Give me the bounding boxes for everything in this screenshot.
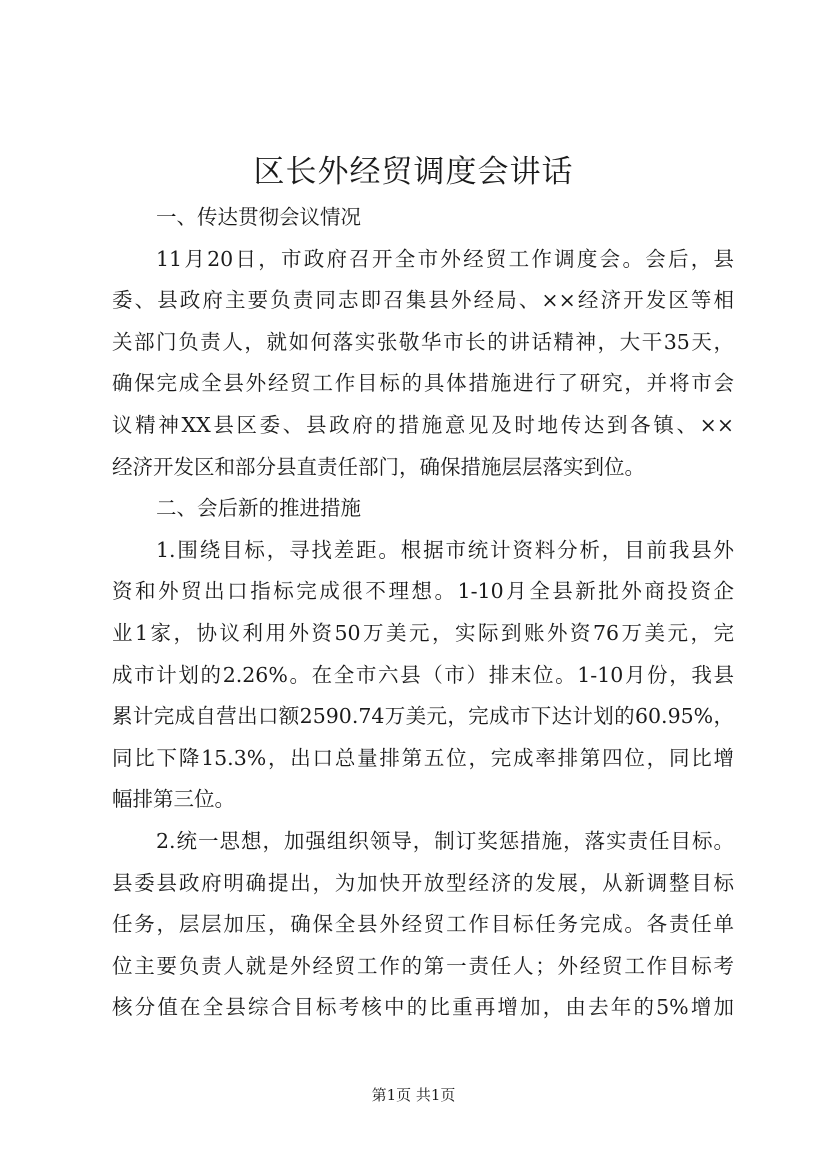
text-line: 经济开发区和部分县直责任部门，确保措施层层落实到位。 xyxy=(112,454,645,479)
text-line: 1.围绕目标，寻找差距。根据市统计资料分析，目前我县外 xyxy=(156,537,734,562)
page-footer: 第1页 共1页 xyxy=(371,1086,456,1104)
text-line: 二、会后新的推进措施 xyxy=(156,496,361,521)
text-line: 任务，层层加压，确保全县外经贸工作目标任务完成。各责任单 xyxy=(112,912,734,937)
text-line: 议精神XX县区委、县政府的措施意见及时地传达到各镇、×× xyxy=(112,412,734,437)
text-line: 资和外贸出口指标完成很不理想。1-10月全县新批外商投资企 xyxy=(112,579,734,604)
text-line: 县委县政府明确提出，为加快开放型经济的发展，从新调整目标 xyxy=(112,870,734,895)
text-line: 业1家，协议利用外资50万美元，实际到账外资76万美元，完 xyxy=(112,620,734,645)
document-body xyxy=(112,197,734,1029)
text-line: 一、传达贯彻会议情况 xyxy=(156,205,361,229)
text-line: 2.统一思想，加强组织领导，制订奖惩措施，落实责任目标。 xyxy=(156,828,734,853)
text-line: 确保完成全县外经贸工作目标的具体措施进行了研究，并将市会 xyxy=(112,371,734,396)
text-line: 累计完成自营出口额2590.74万美元，完成市下达计划的60.95%， xyxy=(112,704,734,729)
text-line: 幅排第三位。 xyxy=(112,787,235,812)
text-line: 同比下降15.3%，出口总量排第五位，完成率排第四位，同比增 xyxy=(112,745,734,770)
text-line: 关部门负责人，就如何落实张敬华市长的讲话精神，大干35天， xyxy=(112,329,734,354)
text-line: 核分值在全县综合目标考核中的比重再增加，由去年的5%增加 xyxy=(112,995,734,1020)
document-title: 区长外经贸调度会讲话 xyxy=(253,154,574,190)
text-line: 11月20日，市政府召开全市外经贸工作调度会。会后，县 xyxy=(156,246,734,271)
text-line: 位主要负责人就是外经贸工作的第一责任人；外经贸工作目标考 xyxy=(112,953,734,978)
text-line: 委、县政府主要负责同志即召集县外经局、××经济开发区等相 xyxy=(112,288,734,313)
text-line: 成市计划的2.26%。在全市六县（市）排末位。1-10月份，我县 xyxy=(112,662,734,687)
